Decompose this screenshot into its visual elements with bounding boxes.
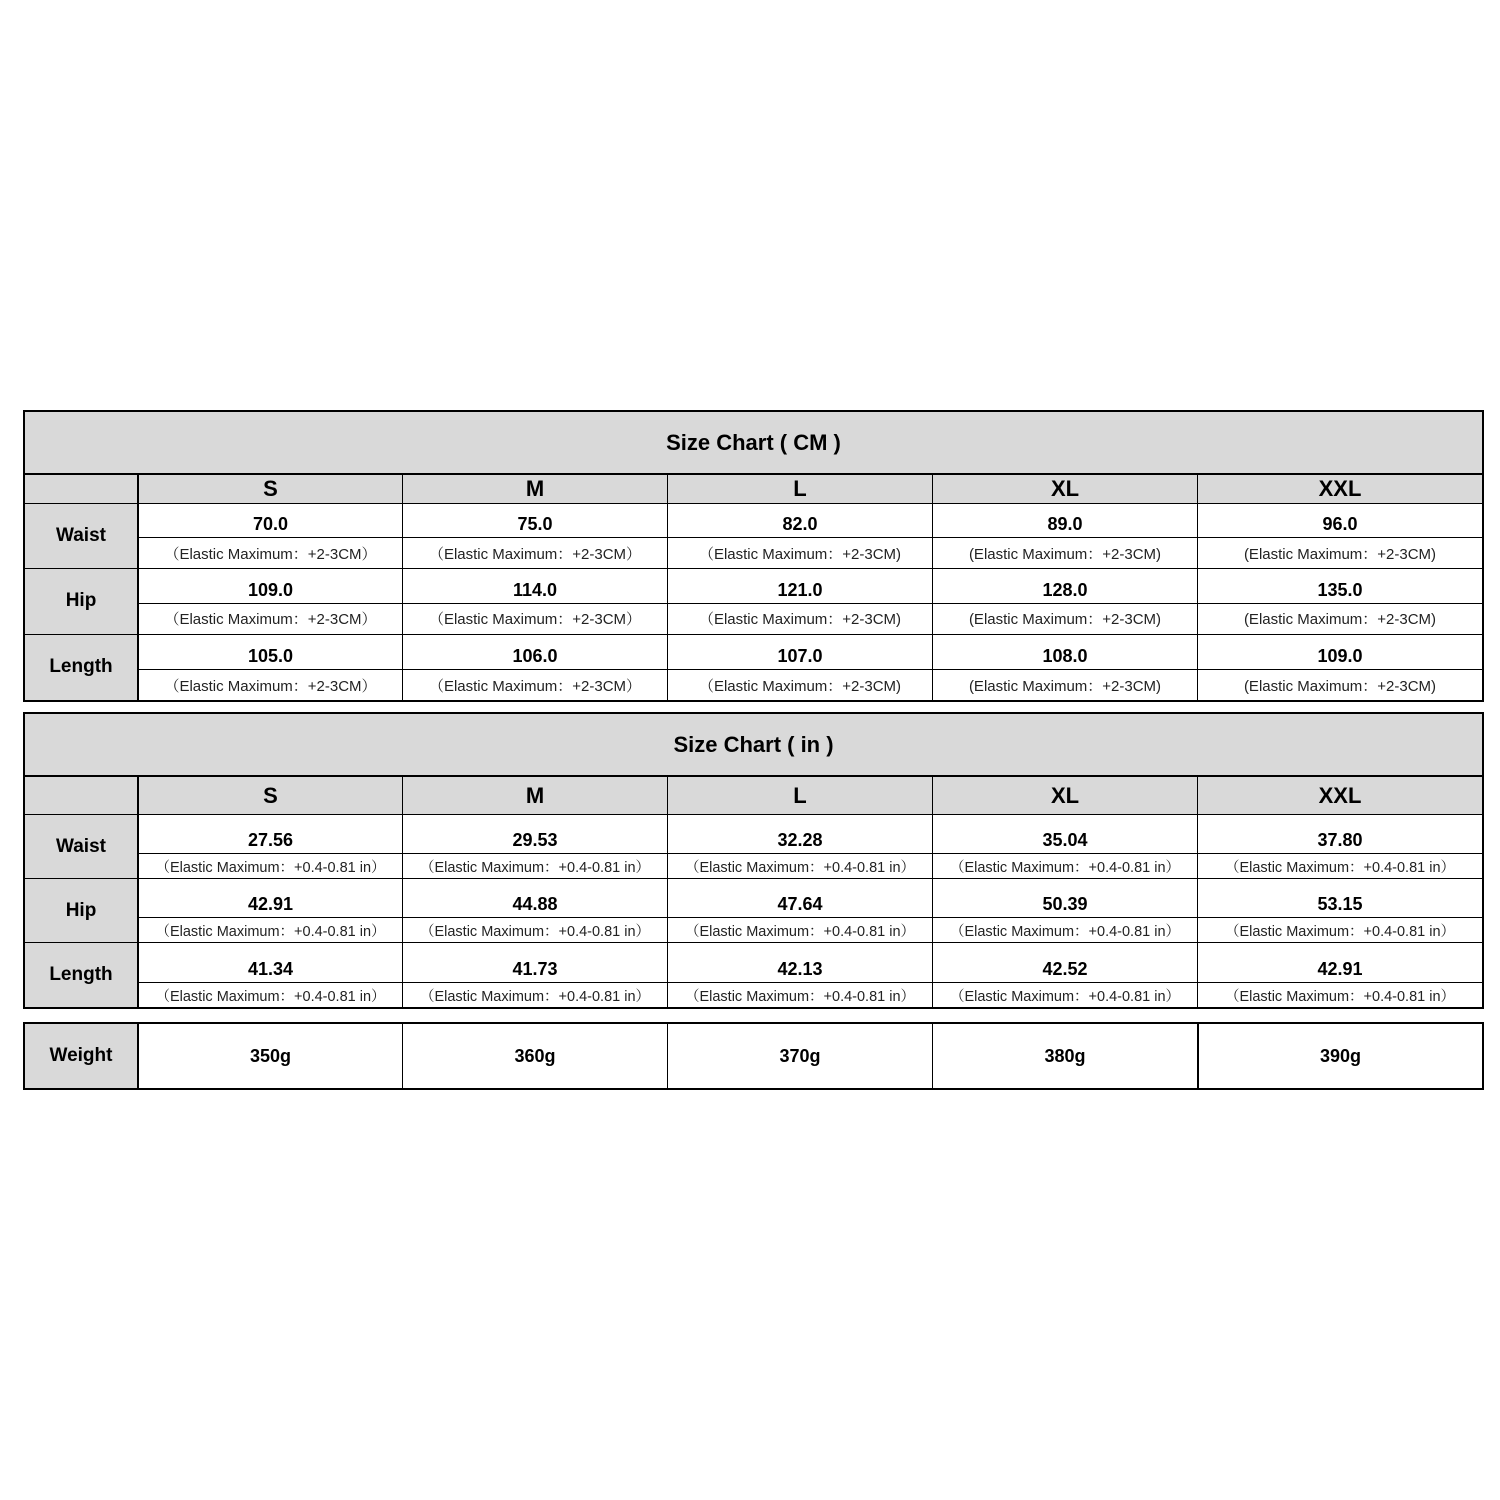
row-label-waist: Waist	[25, 815, 137, 879]
table-cell	[667, 635, 932, 700]
size-header-xl: XL	[932, 475, 1197, 504]
elastic-note: （Elastic Maximum：+2-3CM）	[139, 603, 402, 634]
table-cell	[667, 879, 932, 943]
measure-value: 32.28	[777, 830, 823, 850]
measure-value: 41.34	[247, 959, 294, 979]
table-cell	[932, 504, 1197, 569]
table-cell	[1197, 635, 1482, 700]
measure-value: 109.0	[1317, 646, 1363, 666]
table-cell	[402, 635, 667, 700]
weight-value-xl: 380g	[932, 1024, 1197, 1088]
measure-value: 42.91	[1317, 959, 1363, 979]
elastic-note: （Elastic Maximum：+2-3CM）	[403, 669, 667, 700]
elastic-note: （Elastic Maximum：+2-3CM)	[668, 537, 932, 568]
size-header-xxl: XXL	[1197, 777, 1482, 815]
size-header-m: M	[402, 475, 667, 504]
size-chart-in-title: Size Chart ( in )	[25, 714, 1482, 777]
measure-value: 29.53	[512, 830, 558, 850]
weight-value-m: 360g	[402, 1024, 667, 1088]
elastic-note: （Elastic Maximum：+0.4-0.81 in）	[933, 853, 1197, 878]
elastic-note: （Elastic Maximum：+0.4-0.81 in）	[403, 917, 667, 942]
elastic-note: (Elastic Maximum：+2-3CM)	[933, 537, 1197, 568]
weight-value-s: 350g	[137, 1024, 402, 1088]
weight-table	[23, 1022, 1484, 1090]
elastic-note: (Elastic Maximum：+2-3CM)	[1198, 603, 1482, 634]
measure-value: 41.73	[512, 959, 558, 979]
row-label-hip: Hip	[25, 569, 137, 634]
measure-value: 128.0	[1042, 579, 1088, 600]
size-chart-cm-title: Size Chart ( CM )	[25, 412, 1482, 475]
elastic-note: （Elastic Maximum：+0.4-0.81 in）	[1198, 853, 1482, 878]
table-cell	[1197, 943, 1482, 1007]
table-cell	[932, 635, 1197, 700]
elastic-note: （Elastic Maximum：+0.4-0.81 in）	[139, 853, 402, 878]
elastic-note: （Elastic Maximum：+2-3CM）	[139, 537, 402, 568]
table-cell	[137, 504, 402, 569]
row-label-length: Length	[25, 635, 137, 700]
measure-value: 70.0	[252, 514, 289, 535]
elastic-note: （Elastic Maximum：+2-3CM）	[403, 537, 667, 568]
table-cell	[1197, 504, 1482, 569]
table-cell	[932, 815, 1197, 879]
elastic-note: （Elastic Maximum：+2-3CM)	[668, 603, 932, 634]
size-header-xxl: XXL	[1197, 475, 1482, 504]
measure-value: 121.0	[777, 579, 823, 600]
table-cell	[1197, 569, 1482, 634]
table-cell	[137, 815, 402, 879]
elastic-note: （Elastic Maximum：+0.4-0.81 in）	[668, 853, 932, 878]
measure-value: 44.88	[512, 894, 558, 914]
table-cell	[137, 879, 402, 943]
size-header-xl: XL	[932, 777, 1197, 815]
elastic-note: （Elastic Maximum：+2-3CM）	[139, 669, 402, 700]
measure-value: 135.0	[1317, 579, 1363, 600]
table-cell	[667, 569, 932, 634]
table-cell	[932, 879, 1197, 943]
table-cell	[1197, 815, 1482, 879]
elastic-note: （Elastic Maximum：+2-3CM）	[403, 603, 667, 634]
size-chart-in-table	[23, 712, 1484, 1009]
measure-value: 109.0	[247, 579, 294, 600]
elastic-note: （Elastic Maximum：+0.4-0.81 in）	[668, 982, 932, 1007]
measure-value: 50.39	[1042, 894, 1088, 914]
row-label-hip: Hip	[25, 879, 137, 943]
measure-value: 42.13	[777, 959, 823, 979]
table-cell	[402, 815, 667, 879]
header-corner	[25, 777, 137, 815]
elastic-note: （Elastic Maximum：+0.4-0.81 in）	[933, 917, 1197, 942]
measure-value: 106.0	[512, 646, 558, 666]
size-header-l: L	[667, 777, 932, 815]
row-label-length: Length	[25, 943, 137, 1007]
size-header-s: S	[137, 475, 402, 504]
table-cell	[932, 943, 1197, 1007]
measure-value: 75.0	[517, 514, 553, 535]
elastic-note: （Elastic Maximum：+0.4-0.81 in）	[668, 917, 932, 942]
table-cell	[137, 943, 402, 1007]
measure-value: 108.0	[1042, 646, 1088, 666]
elastic-note: (Elastic Maximum：+2-3CM)	[1198, 537, 1482, 568]
table-cell	[137, 569, 402, 634]
elastic-note: （Elastic Maximum：+0.4-0.81 in）	[139, 917, 402, 942]
weight-value-l: 370g	[667, 1024, 932, 1088]
measure-value: 114.0	[512, 579, 558, 600]
header-corner	[25, 475, 137, 504]
size-header-l: L	[667, 475, 932, 504]
elastic-note: (Elastic Maximum：+2-3CM)	[1198, 669, 1482, 700]
elastic-note: (Elastic Maximum：+2-3CM)	[933, 603, 1197, 634]
elastic-note: （Elastic Maximum：+0.4-0.81 in）	[139, 982, 402, 1007]
table-cell	[402, 569, 667, 634]
table-cell	[667, 943, 932, 1007]
size-header-s: S	[137, 777, 402, 815]
elastic-note: （Elastic Maximum：+0.4-0.81 in）	[933, 982, 1197, 1007]
weight-value-xxl: 390g	[1197, 1024, 1482, 1088]
elastic-note: （Elastic Maximum：+0.4-0.81 in）	[403, 853, 667, 878]
table-cell	[667, 504, 932, 569]
size-header-m: M	[402, 777, 667, 815]
table-cell	[1197, 879, 1482, 943]
row-label-waist: Waist	[25, 504, 137, 569]
measure-value: 42.91	[247, 894, 294, 914]
elastic-note: （Elastic Maximum：+0.4-0.81 in）	[403, 982, 667, 1007]
measure-value: 53.15	[1317, 894, 1363, 914]
table-cell	[402, 879, 667, 943]
measure-value: 37.80	[1317, 830, 1363, 850]
table-cell	[667, 815, 932, 879]
table-cell	[402, 943, 667, 1007]
measure-value: 47.64	[777, 894, 823, 914]
measure-value: 82.0	[782, 514, 818, 535]
measure-value: 27.56	[247, 830, 294, 850]
row-label-weight: Weight	[25, 1024, 137, 1088]
table-cell	[932, 569, 1197, 634]
elastic-note: （Elastic Maximum：+0.4-0.81 in）	[1198, 917, 1482, 942]
measure-value: 105.0	[247, 646, 294, 666]
elastic-note: (Elastic Maximum：+2-3CM)	[933, 669, 1197, 700]
measure-value: 35.04	[1042, 830, 1088, 850]
measure-value: 89.0	[1047, 514, 1083, 535]
elastic-note: （Elastic Maximum：+0.4-0.81 in）	[1198, 982, 1482, 1007]
table-cell	[137, 635, 402, 700]
measure-value: 96.0	[1322, 514, 1358, 535]
elastic-note: （Elastic Maximum：+2-3CM)	[668, 669, 932, 700]
measure-value: 107.0	[777, 646, 823, 666]
measure-value: 42.52	[1042, 959, 1088, 979]
table-cell	[402, 504, 667, 569]
size-chart-cm-table	[23, 410, 1484, 702]
